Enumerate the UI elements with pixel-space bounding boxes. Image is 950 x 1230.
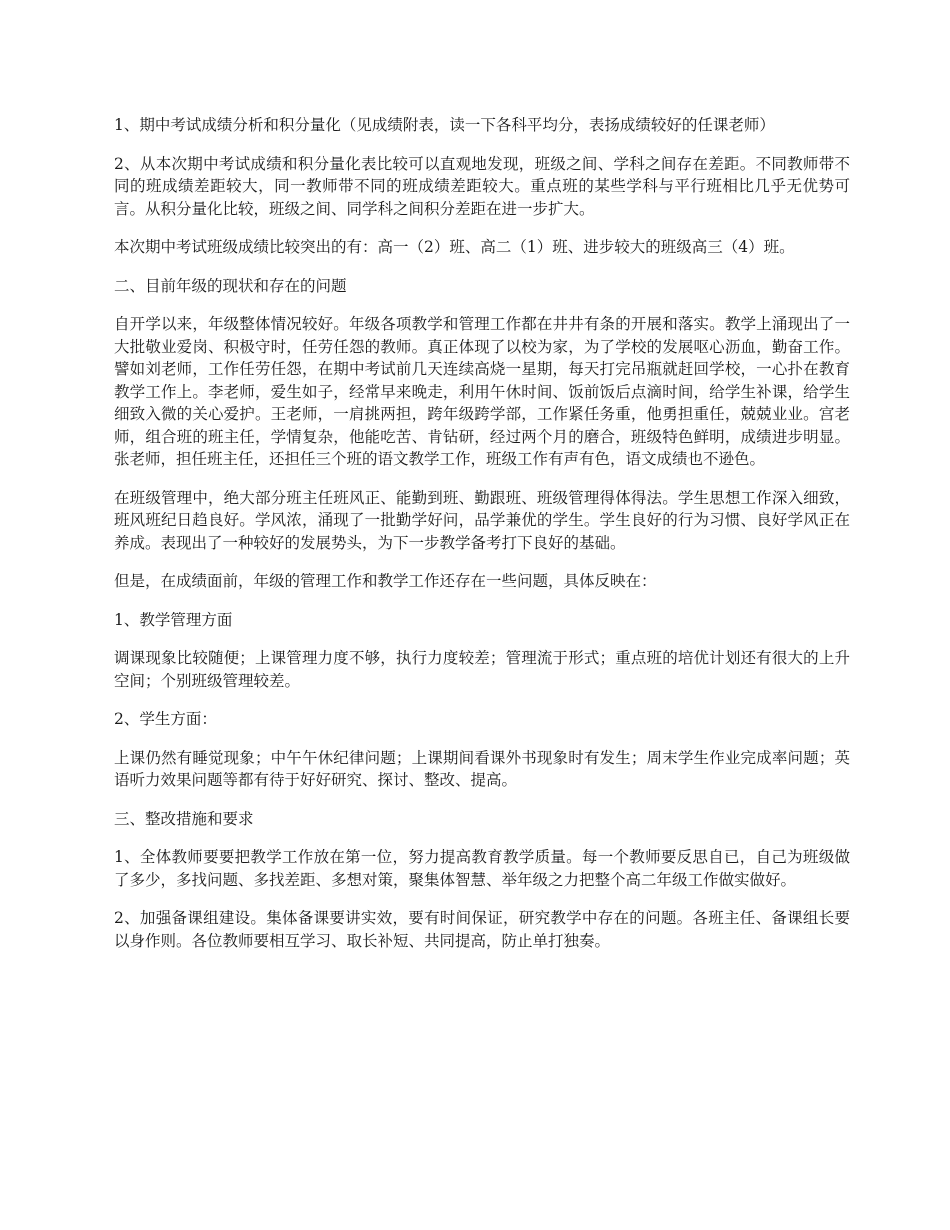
paragraph-teacher-praise: 自开学以来，年级整体情况较好。年级各项教学和管理工作都在井井有条的开展和落实。教学上涌现出了一大批敬业爱岗、积极守时，任劳任怨的教师。真正体现了以校为家，为了学校的发展呕心沥血，勤奋工作。譬如刘老师，工作任劳任怨，在期中考试前几天连续高烧一星期，每天打完吊瓶就赶回学校，一心扑在教育教学工作上。李老师，爱生如子，经常早来晚走，利用午休时间、饭前饭后点滴时间，给学生补课，给学生细致入微的关心爱护。王老师，一肩挑两担，跨年级跨学部，工作紧任务重，他勇担重任，兢兢业业。宫老师，组合班的班主任，学情复杂，他能吃苦、肯钻研，经过两个月的磨合，班级特色鲜明，成绩进步明显。张老师，担任班主任，还担任三个班的语文教学工作，班级工作有声有色，语文成绩也不逊色。 — [114, 315, 850, 468]
paragraph-score-gap: 2、从本次期中考试成绩和积分量化表比较可以直观地发现，班级之间、学科之间存在差距。不同教师带不同的班成绩差距较大，同一教师带不同的班成绩差距较大。重点班的某些学科与平行班相比几乎无优势可言。从积分量化比较，班级之间、同学科之间积分差距在进一步扩大。 — [114, 154, 850, 218]
paragraph-measure-2: 2、加强备课组建设。集体备课要讲实效，要有时间保证，研究教学中存在的问题。各班主任、备课组长要以身作则。各位教师要相互学习、取长补短、共同提高，防止单打独奏。 — [114, 909, 850, 950]
subheading-student-aspect: 2、学生方面： — [114, 710, 217, 728]
paragraph-measure-1: 1、全体教师要要把教学工作放在第一位，努力提高教育教学质量。每一个教师要反思自已，自己为班级做了多少，多找问题、多找差距、多想对策，聚集体智慧、举年级之力把整个高二年级工作做实做好。 — [114, 848, 850, 889]
section-heading-rectification: 三、整改措施和要求 — [114, 809, 254, 828]
document-body — [114, 114, 850, 968]
paragraph-exam-analysis: 1、期中考试成绩分析和积分量化（见成绩附表，读一下各科平均分，表扬成绩较好的任课老师） — [114, 116, 775, 134]
subheading-teaching-management: 1、教学管理方面 — [114, 610, 233, 629]
paragraph-outstanding-classes: 本次期中考试班级成绩比较突出的有：高一（2）班、高二（1）班、进步较大的班级高三（4）班。 — [114, 238, 795, 256]
paragraph-teaching-management-issues: 调课现象比较随便；上课管理力度不够，执行力度较差；管理流于形式；重点班的培优计划还有很大的上升空间；个别班级管理较差。 — [114, 649, 850, 690]
paragraph-class-management: 在班级管理中，绝大部分班主任班风正、能勤到班、勤跟班、班级管理得体得法。学生思想工作深入细致，班风班纪日趋良好。学风浓，涌现了一批勤学好问，品学兼优的学生。学生良好的行为习惯、良好学风正在养成。表现出了一种较好的发展势头，为下一步教学备考打下良好的基础。 — [114, 488, 850, 552]
paragraph-problems-intro: 但是，在成绩面前，年级的管理工作和教学工作还存在一些问题，具体反映在： — [114, 572, 657, 590]
paragraph-student-issues: 上课仍然有睡觉现象；中午午休纪律问题；上课期间看课外书现象时有发生；周末学生作业完成率问题；英语听力效果问题等都有待于好好研究、探讨、整改、提高。 — [114, 748, 850, 789]
section-heading-current-status: 二、目前年级的现状和存在的问题 — [114, 276, 347, 295]
